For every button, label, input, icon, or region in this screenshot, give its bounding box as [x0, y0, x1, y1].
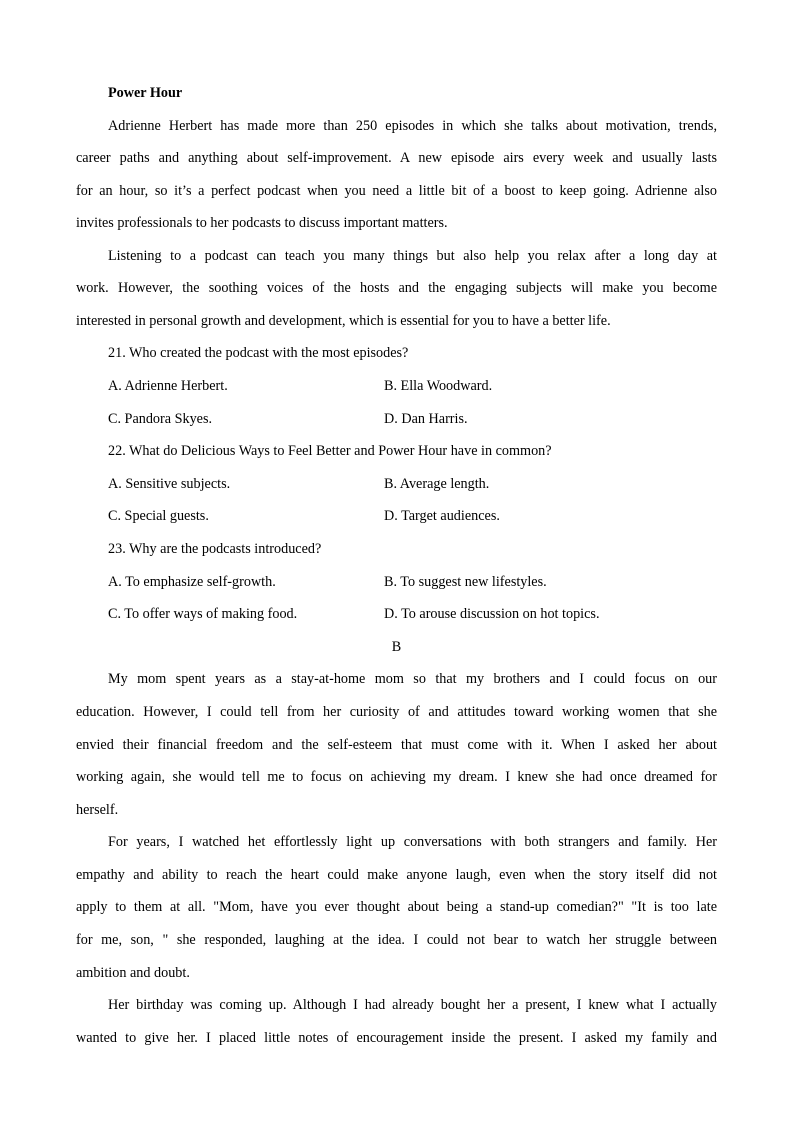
question-23-option-c: C. To offer ways of making food.: [108, 606, 298, 622]
para4-line-2: empathy and ability to reach the heart could make anyone laugh, even when the story itself did not: [76, 867, 717, 883]
question-23-option-a: A. To emphasize self-growth.: [108, 574, 276, 590]
question-23-option-d: D. To arouse discussion on hot topics.: [384, 606, 600, 622]
para4-line-5: ambition and doubt.: [76, 965, 190, 981]
question-22-option-d: D. Target audiences.: [384, 508, 500, 524]
para3-line-4: working again, she would tell me to focus on achieving my dream. I knew she had once dreamed for: [76, 769, 717, 785]
para5-line-2: wanted to give her. I placed little notes of encouragement inside the present. I asked my family and: [76, 1030, 717, 1046]
question-21-option-b: B. Ella Woodward.: [384, 378, 493, 394]
section-title: Power Hour: [108, 85, 183, 101]
para1-line-1: Adrienne Herbert has made more than 250 episodes in which she talks about motivation, trends,: [108, 118, 717, 134]
para2-line-2: work. However, the soothing voices of the hosts and the engaging subjects will make you become: [76, 280, 717, 296]
para3-line-3: envied their financial freedom and the self-esteem that must come with it. When I asked her about: [76, 737, 717, 753]
para4-line-4: for me, son, " she responded, laughing at the idea. I could not bear to watch her struggle between: [76, 932, 717, 948]
question-22-stem: 22. What do Delicious Ways to Feel Better and Power Hour have in common?: [108, 443, 552, 459]
question-23-option-b: B. To suggest new lifestyles.: [384, 574, 547, 590]
question-22-option-a: A. Sensitive subjects.: [108, 476, 231, 492]
para3-line-2: education. However, I could tell from her curiosity of and attitudes toward working women that she: [76, 704, 717, 720]
question-22-option-b: B. Average length.: [384, 476, 490, 492]
para1-line-3: for an hour, so it’s a perfect podcast when you need a little bit of a boost to keep going. Adrienne also: [76, 183, 717, 199]
para3-line-1: My mom spent years as a stay-at-home mom so that my brothers and I could focus on our: [108, 671, 717, 687]
para2-line-3: interested in personal growth and development, which is essential for you to have a better life.: [76, 313, 611, 329]
para5-line-1: Her birthday was coming up. Although I had already bought her a present, I knew what I actually: [108, 997, 717, 1013]
para4-line-1: For years, I watched het effortlessly light up conversations with both strangers and family. Her: [108, 834, 717, 850]
para3-line-5: herself.: [76, 802, 119, 818]
question-21-option-a: A. Adrienne Herbert.: [108, 378, 228, 394]
para4-line-3: apply to them at all. "Mom, have you ever thought about being a stand-up comedian?" "It is too late: [76, 899, 717, 915]
section-b-label: B: [391, 639, 402, 655]
question-22-option-c: C. Special guests.: [108, 508, 209, 524]
question-21-option-c: C. Pandora Skyes.: [108, 411, 213, 427]
para2-line-1: Listening to a podcast can teach you many things but also help you relax after a long day at: [108, 248, 717, 264]
question-21-stem: 21. Who created the podcast with the most episodes?: [108, 345, 409, 361]
question-23-stem: 23. Why are the podcasts introduced?: [108, 541, 322, 557]
para1-line-2: career paths and anything about self-improvement. A new episode airs every week and usually lasts: [76, 150, 717, 166]
question-21-option-d: D. Dan Harris.: [384, 411, 468, 427]
para1-line-4: invites professionals to her podcasts to discuss important matters.: [76, 215, 448, 231]
